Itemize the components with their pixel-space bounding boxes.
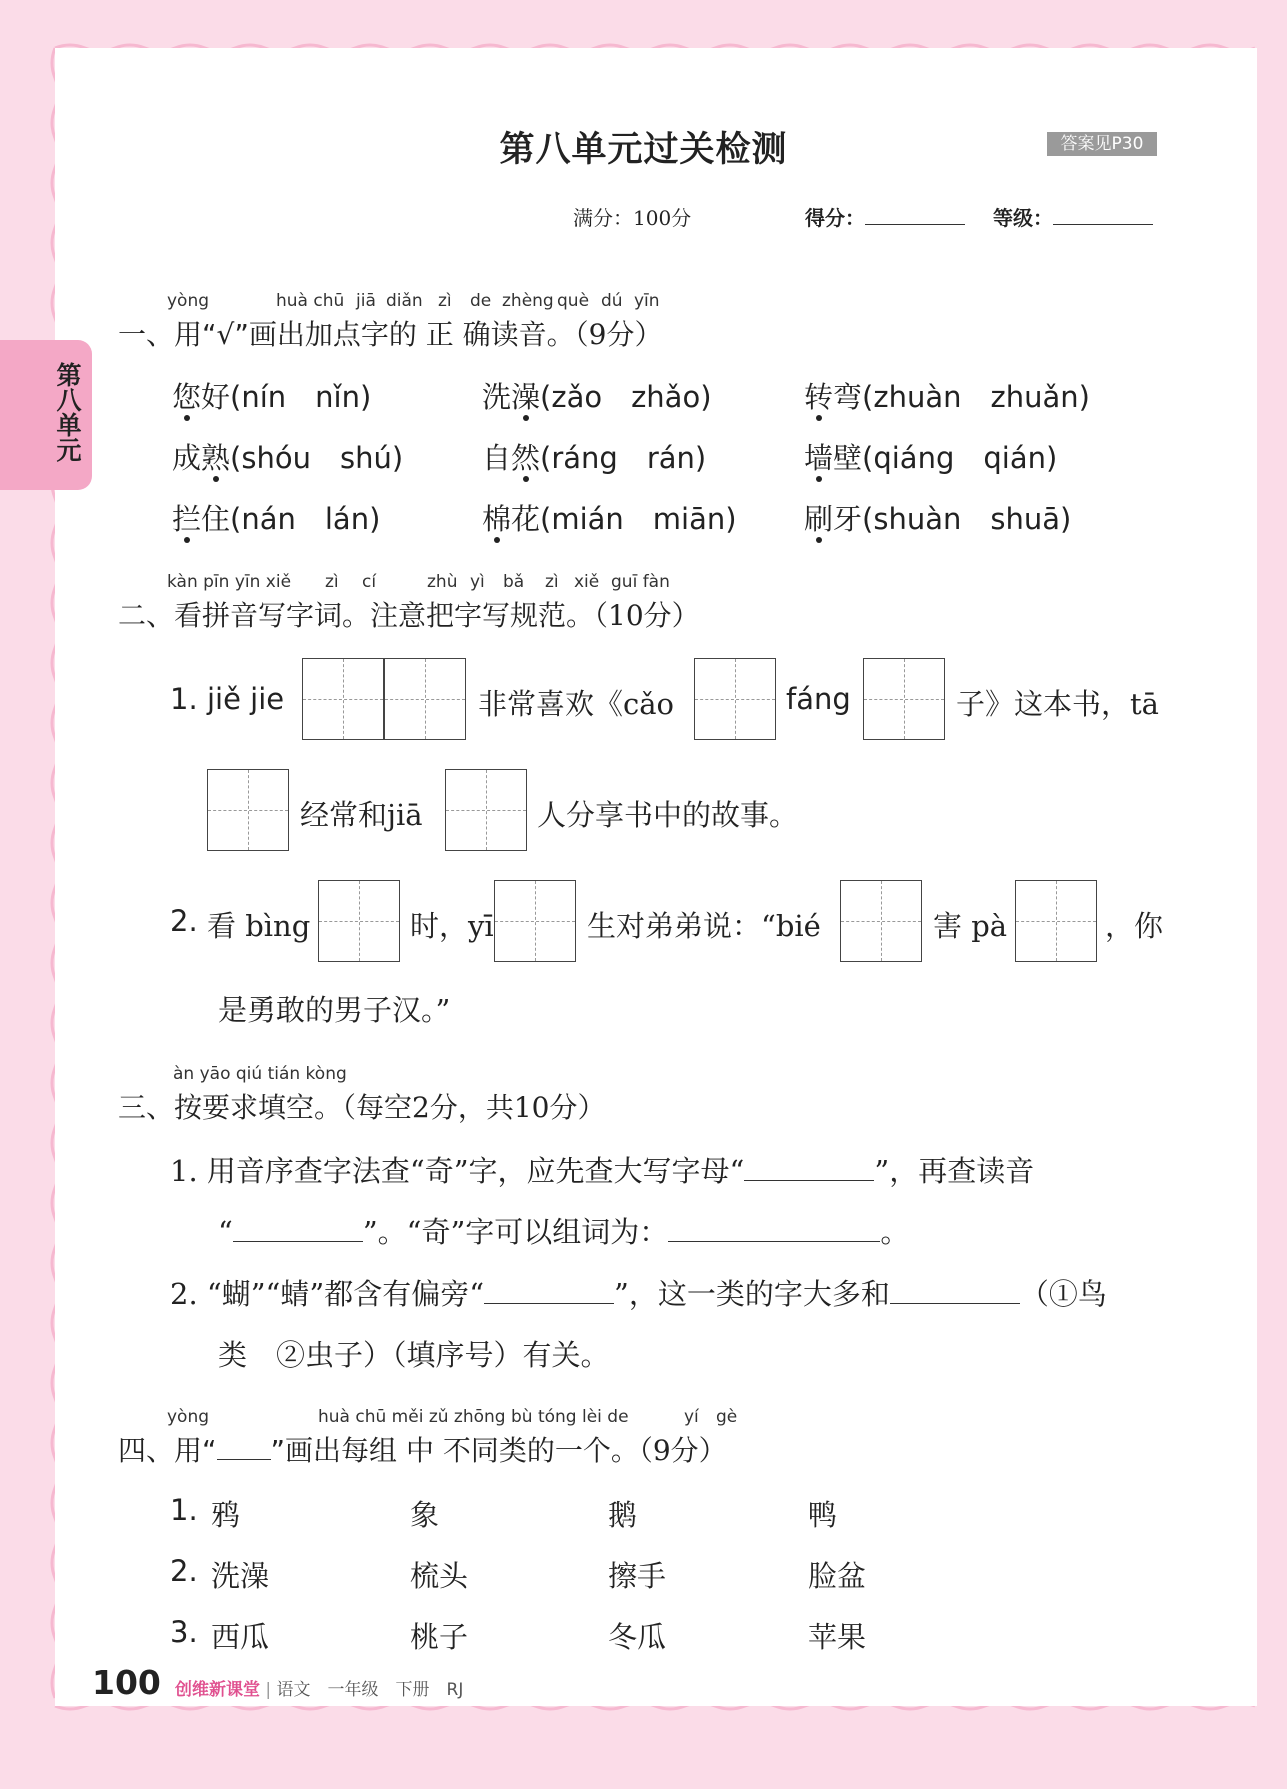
reading-choice-item bbox=[804, 375, 1090, 416]
char: 壁 bbox=[833, 441, 863, 475]
pinyin-options[interactable]: (mián miān) bbox=[540, 502, 737, 536]
row-number: 1. bbox=[170, 1493, 198, 1527]
pinyin-options[interactable]: (qiáng qián) bbox=[862, 441, 1058, 475]
full-score: 满分：100分 bbox=[573, 206, 692, 230]
fill-blank[interactable] bbox=[668, 1241, 880, 1242]
score-label: 得分： bbox=[805, 206, 865, 230]
section-3-title bbox=[118, 1086, 605, 1126]
dotted-char: 澡 bbox=[511, 380, 541, 414]
q2-text: 害 pà bbox=[933, 909, 1008, 943]
fill-blank[interactable] bbox=[744, 1180, 874, 1181]
reading-choice-item bbox=[172, 436, 403, 477]
pinyin: zhèng bbox=[502, 291, 554, 311]
reading-choice-item bbox=[172, 497, 380, 538]
reading-choice-item bbox=[804, 436, 1057, 477]
q3-text: 2. “蝴”“蜻”都含有偏旁“ bbox=[170, 1277, 485, 1311]
writing-box[interactable] bbox=[840, 880, 922, 962]
section-1-title bbox=[118, 313, 663, 353]
row-number: 2. bbox=[170, 1554, 198, 1588]
section-number: 三、 bbox=[118, 1091, 175, 1124]
fill-blank[interactable] bbox=[233, 1241, 363, 1242]
q1-text: 人分享书中的故事。 bbox=[537, 798, 799, 832]
q3-text: 1. 用音序查字法查“奇”字，应先查大写字母“ bbox=[170, 1154, 745, 1188]
writing-box[interactable] bbox=[318, 880, 400, 962]
pinyin: xiě bbox=[574, 572, 600, 592]
reading-choice-item bbox=[172, 375, 371, 416]
q3-text: ”，再查读音 bbox=[874, 1154, 1035, 1188]
dotted-char: 墙 bbox=[804, 441, 834, 475]
char: 好 bbox=[201, 380, 231, 414]
answer-reference-badge: 答案见P30 bbox=[1047, 132, 1157, 156]
pinyin-options[interactable]: (shóu shú) bbox=[230, 441, 404, 475]
q1-pinyin-fang: fáng bbox=[786, 682, 851, 716]
writing-box[interactable] bbox=[1015, 880, 1097, 962]
brand-name: 创维新课堂 bbox=[175, 1680, 260, 1700]
pinyin: gè bbox=[716, 1407, 738, 1427]
section-score: （9分） bbox=[574, 318, 663, 351]
pinyin: yòng bbox=[167, 1407, 210, 1427]
q3-text: （①鸟 bbox=[1019, 1277, 1107, 1311]
pinyin: diǎn bbox=[386, 291, 423, 311]
section-score: （每空2分，共10分） bbox=[342, 1091, 606, 1124]
pinyin: zì bbox=[438, 291, 452, 311]
pinyin: cí bbox=[362, 572, 377, 592]
fill-blank[interactable] bbox=[890, 1303, 1020, 1304]
pinyin: zì bbox=[325, 572, 339, 592]
char: 洗 bbox=[482, 380, 512, 414]
section-score: （9分） bbox=[638, 1434, 727, 1467]
unit-side-tab-label: 第八单元 bbox=[53, 362, 82, 462]
section-instruction: 看拼音写字词。注意把字写规范。 bbox=[174, 599, 595, 632]
pinyin: huà chū měi zǔ zhōng bù tóng lèi de bbox=[318, 1407, 629, 1427]
reading-choice-item bbox=[482, 375, 712, 416]
q1-pinyin-jiejie: jiě jie bbox=[207, 682, 285, 716]
section-2-title bbox=[118, 594, 700, 634]
pinyin: yīn bbox=[634, 291, 660, 311]
pinyin: kàn pīn yīn xiě bbox=[167, 572, 292, 592]
classify-item[interactable]: 象 bbox=[410, 1498, 440, 1532]
dotted-char: 棉 bbox=[482, 502, 512, 536]
classify-item[interactable]: 苹果 bbox=[808, 1620, 867, 1654]
dotted-char: 拦 bbox=[172, 502, 202, 536]
classify-row bbox=[170, 1554, 198, 1588]
char: 花 bbox=[511, 502, 541, 536]
section-instruction: 用“ bbox=[174, 1434, 217, 1467]
q1-text: 子》这本书，tā bbox=[956, 687, 1159, 721]
q3-1-line1 bbox=[170, 1149, 1034, 1190]
writing-box[interactable] bbox=[694, 658, 776, 740]
grade-blank[interactable] bbox=[1053, 224, 1153, 225]
q2-text: 时，yī bbox=[410, 909, 494, 943]
pinyin: yí bbox=[684, 1407, 699, 1427]
classify-item[interactable]: 擦手 bbox=[608, 1559, 667, 1593]
dotted-char: 然 bbox=[511, 441, 541, 475]
reading-choice-item bbox=[804, 497, 1071, 538]
section-number: 一、 bbox=[118, 318, 175, 351]
q2-text: ，你 bbox=[1105, 909, 1164, 943]
pinyin-options[interactable]: (shuàn shuā) bbox=[862, 502, 1072, 536]
pinyin: àn yāo qiú tián kòng bbox=[173, 1064, 347, 1084]
pinyin: dú bbox=[601, 291, 623, 311]
classify-item[interactable]: 洗澡 bbox=[211, 1559, 270, 1593]
classify-item[interactable]: 冬瓜 bbox=[608, 1620, 667, 1654]
pinyin: huà chū bbox=[276, 291, 345, 311]
grade-label: 等级： bbox=[993, 206, 1053, 230]
q2-text: 是勇敢的男子汉。” bbox=[218, 993, 451, 1027]
section-instruction: 用“√”画出加点字的 正 确读音。 bbox=[174, 318, 575, 351]
q3-text: ”。“奇”字可以组词为： bbox=[362, 1215, 669, 1249]
pinyin: què bbox=[557, 291, 590, 311]
char: 住 bbox=[201, 502, 231, 536]
q3-2-line2: 类 ②虫子）（填序号）有关。 bbox=[218, 1338, 610, 1372]
dotted-char: 熟 bbox=[201, 441, 231, 475]
writing-box[interactable] bbox=[207, 769, 289, 851]
q3-2-line1 bbox=[170, 1272, 1107, 1313]
pinyin: jiā bbox=[356, 291, 376, 311]
q2-number: 2. bbox=[170, 904, 198, 938]
unit-side-tab bbox=[0, 340, 92, 490]
classify-item[interactable]: 桃子 bbox=[410, 1620, 469, 1654]
classify-item[interactable]: 鸭 bbox=[808, 1498, 838, 1532]
char: 自 bbox=[482, 441, 512, 475]
page-number: 100 bbox=[92, 1663, 161, 1702]
pinyin-options[interactable]: (nín nǐn) bbox=[230, 380, 372, 414]
pinyin-options[interactable]: (zhuàn zhuǎn) bbox=[862, 380, 1090, 414]
page-title: 第八单元过关检测 bbox=[499, 130, 788, 170]
reading-choice-item bbox=[482, 497, 737, 538]
section-instruction: 按要求填空。 bbox=[174, 1091, 343, 1124]
reading-choice-item bbox=[482, 436, 706, 477]
writing-box[interactable] bbox=[445, 769, 527, 851]
dotted-char: 刷 bbox=[804, 502, 834, 536]
pinyin: bǎ bbox=[503, 572, 525, 592]
classify-item[interactable]: 梳头 bbox=[410, 1559, 469, 1593]
pinyin-options[interactable]: (zǎo zhǎo) bbox=[540, 380, 712, 414]
classify-item[interactable]: 鸦 bbox=[211, 1498, 241, 1532]
section-number: 二、 bbox=[118, 599, 175, 632]
char: 弯 bbox=[833, 380, 863, 414]
section-score: （10分） bbox=[594, 599, 700, 632]
q1-number: 1. bbox=[170, 682, 198, 716]
classify-item[interactable]: 脸盆 bbox=[808, 1559, 867, 1593]
classify-item[interactable]: 鹅 bbox=[608, 1498, 638, 1532]
q1-text: 经常和jiā bbox=[300, 798, 423, 832]
pinyin-options[interactable]: (nán lán) bbox=[230, 502, 381, 536]
pinyin: yì bbox=[470, 572, 485, 592]
classify-row bbox=[170, 1493, 198, 1527]
section-4-title bbox=[118, 1429, 727, 1469]
pinyin: zhù bbox=[427, 572, 458, 592]
score-field bbox=[805, 202, 965, 231]
pinyin: de bbox=[470, 291, 492, 311]
writing-box[interactable] bbox=[863, 658, 945, 740]
pinyin: zì bbox=[545, 572, 559, 592]
classify-item[interactable]: 西瓜 bbox=[211, 1620, 270, 1654]
char: 成 bbox=[172, 441, 202, 475]
pinyin: yòng bbox=[167, 291, 210, 311]
pinyin: guī fàn bbox=[611, 572, 670, 592]
q3-text: “ bbox=[218, 1215, 233, 1249]
classify-row bbox=[170, 1615, 198, 1649]
q1-text: 非常喜欢《cǎo bbox=[478, 687, 674, 721]
section-instruction: ”画出每组 中 不同类的一个。 bbox=[270, 1434, 639, 1467]
q3-1-line2 bbox=[218, 1210, 909, 1251]
underline-sample bbox=[217, 1459, 271, 1460]
section-number: 四、 bbox=[118, 1434, 175, 1467]
grade-field bbox=[993, 202, 1153, 231]
q3-text: ”，这一类的字大多和 bbox=[614, 1277, 890, 1311]
char: 牙 bbox=[833, 502, 863, 536]
q2-text: 看 bìng bbox=[207, 909, 311, 943]
footer-book-info: 语文 一年级 下册 RJ bbox=[276, 1680, 464, 1700]
row-number: 3. bbox=[170, 1615, 198, 1649]
q2-text: 生对弟弟说：“bié bbox=[587, 909, 821, 943]
fill-blank[interactable] bbox=[484, 1303, 614, 1304]
score-blank[interactable] bbox=[865, 224, 965, 225]
writing-box[interactable] bbox=[384, 658, 466, 740]
dotted-char: 转 bbox=[804, 380, 834, 414]
writing-box[interactable] bbox=[494, 880, 576, 962]
dotted-char: 您 bbox=[172, 380, 202, 414]
footer-info: 创维新课堂 | 语文 一年级 下册 RJ bbox=[175, 1680, 464, 1700]
q3-text: 。 bbox=[880, 1215, 910, 1249]
writing-box[interactable] bbox=[302, 658, 384, 740]
pinyin-options[interactable]: (ráng rán) bbox=[540, 441, 707, 475]
